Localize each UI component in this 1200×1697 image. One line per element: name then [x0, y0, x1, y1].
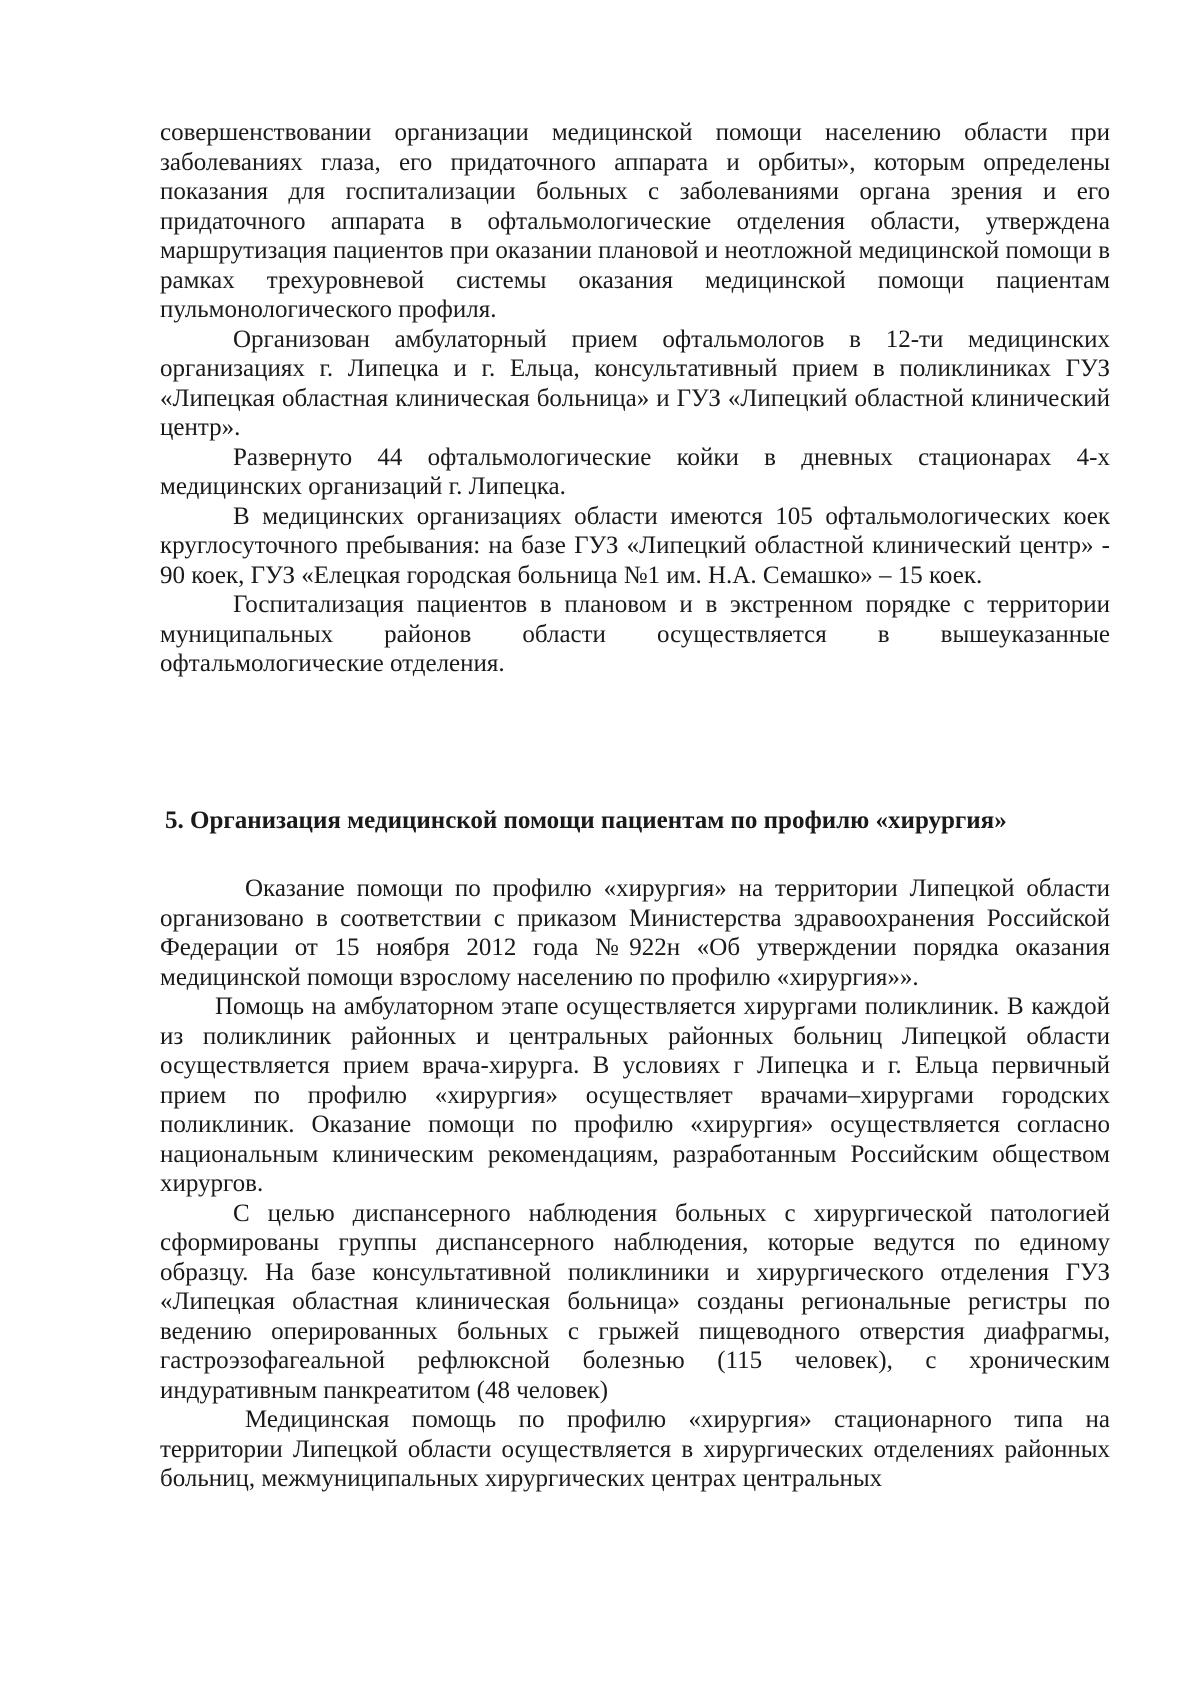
- paragraph-surgery-order: Оказание помощи по профилю «хирургия» на территории Липецкой области организовано в соответствии с приказом Министерства здравоохранения Российской Федерации от 15 ноября 2012 года №922н «Об утверждении порядка оказания медицинской помощи взрослому населению по профилю «хирургия»».: [160, 875, 1110, 991]
- paragraph-dispensary-observation: С целью диспансерного наблюдения больных с хирургической патологией сформированы группы диспансерного наблюдения, которые ведутся по единому образцу. На базе консультативной поликлиники и хирургического отделения ГУЗ «Липецкая областная клиническая больница» созданы региональные регистры по ведению оперированных больных с грыжей пищеводного отверстия диафрагмы, гастроэзофагеальной рефлюксной болезнью (115 человек), с хроническим индуративным панкреатитом (48 человек): [160, 1199, 1110, 1404]
- section-heading: 5. Организация медицинской помощи пациентам по профилю «хирургия»: [165, 807, 1007, 834]
- paragraph-inpatient-surgery: Медицинская помощь по профилю «хирургия» стационарного типа на территории Липецкой области осуществляется в хирургических отделениях районных больниц, межмуниципальных хирургических центрах центральных: [160, 1406, 1110, 1492]
- paragraph-day-hospital-beds: Развернуто 44 офтальмологические койки в дневных стационарах 4-х медицинских организаций г. Липецка.: [160, 443, 1110, 500]
- section-text-block: [160, 874, 1110, 1494]
- paragraph-outpatient-ophthalmology: Организован амбулаторный прием офтальмологов в 12-ти медицинских организациях г. Липецка и г. Ельца, консультативный прием в поликлиниках ГУЗ «Липецкая областная клиническая больница» и ГУЗ «Липецкий областной клинический центр».: [160, 325, 1110, 441]
- paragraph-hospitalization: Госпитализация пациентов в плановом и в экстренном порядке с территории муниципальных районов области осуществляется в вышеуказанные офтальмологические отделения.: [160, 591, 1110, 677]
- paragraph-ophthalmology-routing: совершенствовании организации медицинской помощи населению области при заболеваниях глаза, его придаточного аппарата и орбиты», которым определены показания для госпитализации больных с заболеваниями органа зрения и его придаточного аппарата в офтальмологические отделения области, утверждена маршрутизация пациентов при оказании плановой и неотложной медицинской помощи в рамках трехуровневой системы оказания медицинской помощи пациентам пульмонологического профиля.: [160, 119, 1110, 323]
- top-text-block: [160, 118, 1110, 679]
- paragraph-round-the-clock-beds: В медицинских организациях области имеются 105 офтальмологических коек круглосуточного пребывания: на базе ГУЗ «Липецкий областной клинический центр» - 90 коек, ГУЗ «Елецкая городская больница №1 им. Н.А. Семашко» – 15 коек.: [160, 502, 1110, 589]
- paragraph-outpatient-surgery: Помощь на амбулаторном этапе осуществляется хирургами поликлиник. В каждой из поликлиник районных и центральных районных больниц Липецкой области осуществляется прием врача-хирурга. В условиях г Липецка и г. Ельца первичный прием по профилю «хирургия» осуществляет врачами–хирургами городских поликлиник. Оказание помощи по профилю «хирургия» осуществляется согласно национальным клиническим рекомендациям, разработанным Российским обществом хирургов.: [160, 993, 1110, 1197]
